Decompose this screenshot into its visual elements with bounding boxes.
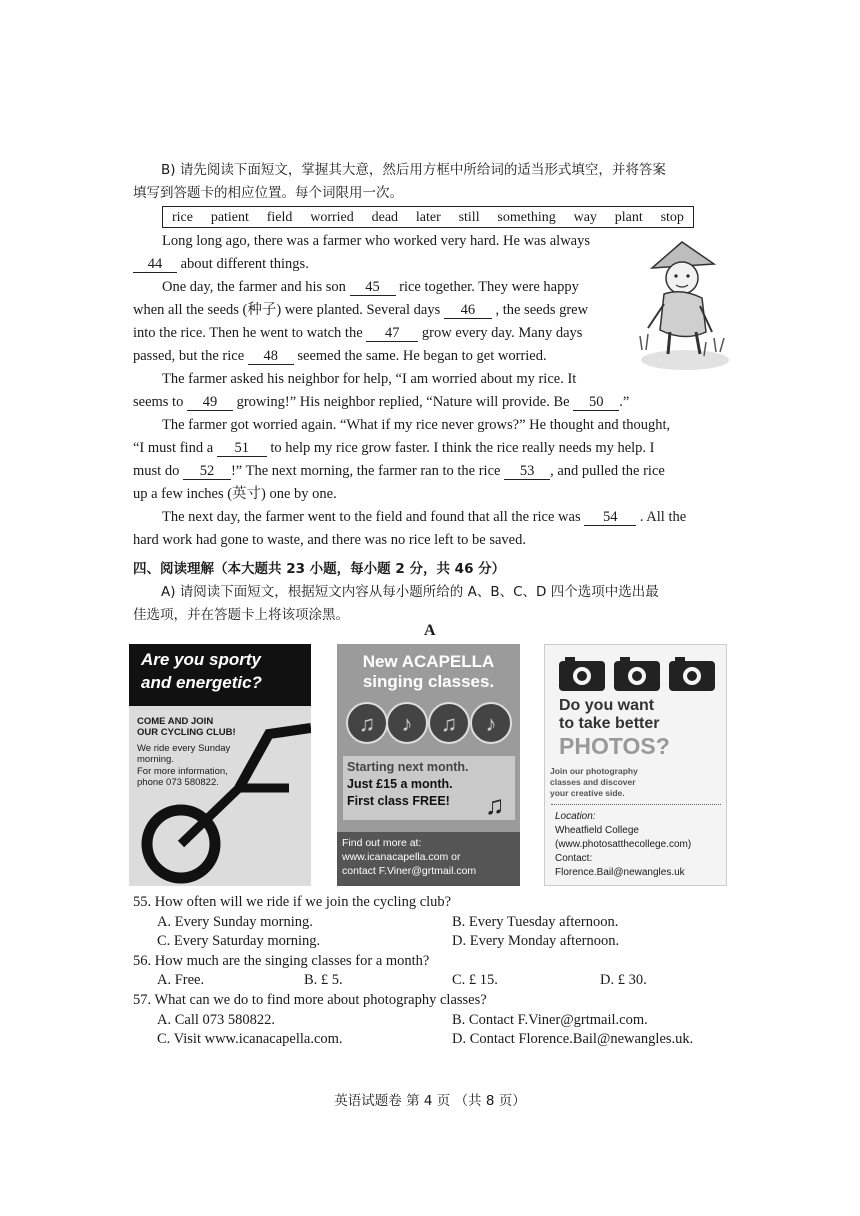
passage-line	[162, 277, 579, 297]
singing-contact: contact F.Viner@grtmail.com	[342, 865, 477, 877]
blank-44: 44	[133, 256, 177, 273]
blank-47: 47	[366, 325, 418, 342]
passage-text: , the seeds grew	[495, 302, 589, 318]
singing-find-more: Find out more at:	[342, 837, 422, 849]
passage-text: growing!” His neighbor replied, “Nature will provide. Be	[236, 394, 570, 410]
word-box-item: dead	[371, 210, 399, 225]
photo-location-label: Location:	[555, 811, 596, 822]
passage-text: seems to	[133, 394, 184, 410]
passage-line: Long long ago, there was a farmer who worked very hard. He was always	[162, 233, 591, 249]
passage-text: One day, the farmer and his son	[162, 279, 346, 295]
passage-line	[133, 254, 309, 274]
question-55-option-d: D. Every Monday afternoon.	[452, 933, 620, 949]
photo-headline-1: Do you want	[559, 697, 655, 714]
question-57-option-a: A. Call 073 580822.	[157, 1012, 276, 1028]
blank-51: 51	[217, 440, 267, 457]
word-box-item: patient	[210, 210, 249, 225]
word-box-item: still	[458, 210, 480, 225]
blank-48: 48	[248, 348, 294, 365]
passage-line	[162, 507, 686, 527]
singing-line-1: Starting next month.	[347, 760, 469, 774]
word-box-item: something	[497, 210, 556, 225]
blank-45: 45	[350, 279, 396, 296]
page-footer: 英语试题卷 第 4 页 （共 8 页）	[334, 1093, 526, 1109]
passage-text: passed, but the rice	[133, 348, 245, 364]
photo-location-website: (www.photosatthecollege.com)	[555, 839, 692, 850]
question-56-option-a: A. Free.	[157, 972, 205, 988]
passage-line: The farmer asked his neighbor for help, “I am worried about my rice. It	[162, 371, 577, 387]
question-57-stem: 57. What can we do to find more about photography classes?	[133, 992, 487, 1008]
passage-text: , and pulled the rice	[550, 463, 665, 479]
camera-icons	[557, 655, 717, 693]
svg-text:♫: ♫	[440, 711, 458, 736]
passage-text: to help my rice grow faster. I think the rice really needs my help. I	[270, 440, 655, 456]
question-55-option-a: A. Every Sunday morning.	[157, 914, 313, 930]
music-notes-icon	[345, 698, 513, 748]
passage-line	[133, 300, 588, 320]
word-box-item: field	[266, 210, 293, 225]
cycling-phone: phone 073 580822.	[137, 777, 219, 788]
music-note-icon: ♫	[485, 790, 505, 820]
cycling-headline-1: Are you sporty	[141, 650, 261, 669]
question-55-option-b: B. Every Tuesday afternoon.	[452, 914, 619, 930]
passage-line	[133, 346, 547, 366]
singing-classes-ad	[337, 644, 520, 886]
blank-46: 46	[444, 302, 492, 319]
passage-line	[133, 461, 665, 481]
cycling-club-ad	[129, 644, 311, 886]
photo-sub-2: classes and discover	[550, 777, 636, 787]
passage-text: into the rice. Then he went to watch the	[133, 325, 363, 341]
section-4-instruction-1: A) 请阅读下面短文，根据短文内容从每小题所给的 A、B、C、D 四个选项中选出最	[161, 584, 659, 600]
section-b-instruction-2: 填写到答题卡的相应位置。每个词限用一次。	[133, 185, 403, 201]
word-box-item: worried	[310, 210, 354, 225]
passage-text: .”	[619, 394, 630, 410]
svg-text:♪: ♪	[485, 711, 497, 736]
question-56-option-c: C. £ 15.	[452, 972, 498, 988]
passage-line: The farmer got worried again. “What if my rice never grows?” He thought and thought,	[162, 417, 671, 433]
question-55-stem: 55. How often will we ride if we join the cycling club?	[133, 894, 452, 910]
passage-line	[133, 438, 655, 458]
question-57-option-c: C. Visit www.icanacapella.com.	[157, 1031, 343, 1047]
singing-website: www.icanacapella.com or	[342, 851, 461, 863]
question-56-option-b: B. £ 5.	[304, 972, 343, 988]
word-box	[162, 206, 694, 228]
passage-text: about different things.	[180, 256, 309, 272]
passage-text: grow every day. Many days	[421, 325, 583, 341]
passage-line: up a few inches (英寸) one by one.	[133, 486, 337, 502]
passage-text: !” The next morning, the farmer ran to the rice	[230, 463, 501, 479]
passage-line	[133, 392, 629, 412]
passage-line: hard work had gone to waste, and there was no rice left to be saved.	[133, 532, 526, 548]
singing-title-1: New ACAPELLA	[362, 652, 495, 671]
svg-text:♪: ♪	[401, 711, 413, 736]
question-56-stem: 56. How much are the singing classes for a month?	[133, 953, 430, 969]
word-box-item: rice	[172, 210, 193, 225]
photo-contact-label: Contact:	[555, 853, 593, 864]
passage-text: rice together. They were happy	[399, 279, 579, 295]
passage-text: seemed the same. He began to get worried.	[297, 348, 547, 364]
passage-text: . All the	[639, 509, 687, 525]
farmer-illustration	[630, 232, 730, 372]
cycling-headline-2: and energetic?	[141, 673, 262, 692]
passage-text: must do	[133, 463, 180, 479]
cycling-cta-2: OUR CYCLING CLUB!	[137, 727, 236, 738]
section-4-instruction-2: 佳选项，并在答题卡上将该项涂黑。	[133, 607, 349, 623]
singing-price: Just £15 a month.	[347, 777, 453, 791]
blank-53: 53	[504, 463, 550, 480]
blank-52: 52	[183, 463, 231, 480]
blank-49: 49	[187, 394, 233, 411]
blank-50: 50	[573, 394, 619, 411]
question-57-option-b: B. Contact F.Viner@grtmail.com.	[452, 1012, 648, 1028]
singing-free-class: First class FREE!	[347, 794, 450, 808]
passage-text: “I must find a	[133, 440, 214, 456]
cycling-body-1: We ride every Sunday	[137, 743, 231, 754]
photo-sub-1: Join our photography	[550, 766, 638, 776]
passage-text: when all the seeds (种子) were planted. Several days	[133, 302, 441, 318]
singing-title-2: singing classes.	[362, 672, 495, 691]
photo-headline-3: PHOTOS?	[559, 733, 670, 759]
passage-text: The next day, the farmer went to the field and found that all the rice was	[162, 509, 581, 525]
word-box-item: plant	[614, 210, 643, 225]
word-box-item: way	[573, 210, 597, 225]
svg-text:♫: ♫	[358, 711, 376, 736]
cycling-body-2: morning.	[137, 754, 174, 765]
question-56-option-d: D. £ 30.	[600, 972, 647, 988]
photography-classes-ad	[544, 644, 727, 886]
section-b-instruction-1: B) 请先阅读下面短文，掌握其大意，然后用方框中所给词的适当形式填空，并将答案	[161, 162, 666, 178]
cycling-body-3: For more information,	[137, 766, 228, 777]
cycling-cta-1: COME AND JOIN	[137, 716, 214, 727]
section-4-title: 四、阅读理解（本大题共 23 小题，每小题 2 分，共 46 分）	[133, 561, 506, 577]
photo-location-name: Wheatfield College	[555, 825, 639, 836]
photo-contact-email: Florence.Bail@newangles.uk	[555, 867, 685, 878]
photo-sub-3: your creative side.	[550, 788, 625, 798]
passage-line	[133, 323, 582, 343]
word-box-item: stop	[660, 210, 684, 225]
blank-54: 54	[584, 509, 636, 526]
question-55-option-c: C. Every Saturday morning.	[157, 933, 321, 949]
photo-headline-2: to take better	[559, 715, 660, 732]
word-box-item: later	[415, 210, 441, 225]
question-57-option-d: D. Contact Florence.Bail@newangles.uk.	[452, 1031, 694, 1047]
passage-label: A	[424, 622, 436, 639]
